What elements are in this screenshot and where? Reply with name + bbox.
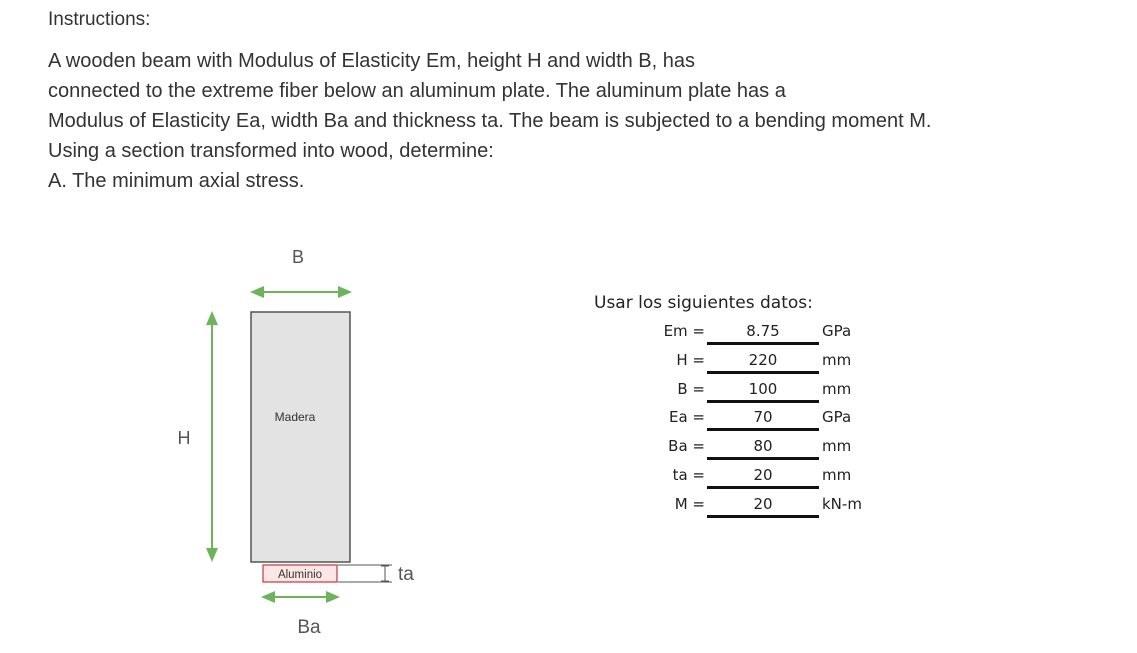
data-value: 100	[707, 380, 819, 403]
thickness-ta-marker	[338, 565, 392, 582]
data-unit: mm	[822, 437, 852, 455]
data-label: H =	[676, 351, 705, 369]
data-label: B =	[677, 380, 705, 398]
data-label: ta =	[672, 466, 705, 484]
data-unit: mm	[822, 466, 852, 484]
data-value: 20	[707, 466, 819, 489]
data-unit: GPa	[822, 322, 852, 340]
wood-label: Madera	[274, 410, 316, 424]
problem-line: Modulus of Elasticity Ea, width Ba and thickness ta. The beam is subjected to a bending moment M.	[48, 110, 932, 132]
wood-section	[251, 312, 350, 562]
data-table-title: Usar los siguientes datos:	[594, 293, 813, 313]
data-label: Ba =	[668, 437, 705, 455]
data-row-em	[600, 318, 900, 347]
dimension-label-ba: Ba	[297, 617, 321, 638]
data-label: Ea =	[668, 408, 705, 426]
data-row-m	[600, 491, 900, 520]
data-unit: kN-m	[822, 495, 862, 513]
dimension-label-b: B	[291, 247, 305, 267]
problem-line: connected to the extreme fiber below an aluminum plate. The aluminum plate has a	[48, 80, 786, 102]
width-b-arrow	[250, 286, 352, 298]
data-row-ta	[600, 462, 900, 491]
data-row-b	[600, 376, 900, 405]
problem-line: A wooden beam with Modulus of Elasticity Em, height H and width B, has	[48, 50, 696, 72]
problem-question-a: A. The minimum axial stress.	[48, 170, 305, 192]
data-row-ba	[600, 433, 900, 462]
data-value: 220	[707, 351, 819, 374]
data-value: 70	[707, 408, 819, 431]
problem-line: Using a section transformed into wood, determine:	[48, 140, 494, 162]
data-label: M =	[674, 495, 705, 513]
width-ba-arrow	[261, 591, 340, 603]
data-unit: GPa	[822, 408, 852, 426]
data-value: 80	[707, 437, 819, 460]
height-h-arrow	[206, 311, 218, 562]
data-value: 8.75	[707, 322, 819, 345]
data-row-ea	[600, 404, 900, 433]
data-label: Em =	[663, 322, 705, 340]
dimension-label-h: H	[177, 428, 191, 448]
aluminum-label: Aluminio	[277, 569, 323, 581]
instructions-heading: Instructions:	[48, 9, 151, 30]
data-unit: mm	[822, 380, 852, 398]
data-row-h	[600, 347, 900, 376]
data-value: 20	[707, 495, 819, 518]
data-unit: mm	[822, 351, 852, 369]
dimension-label-ta: ta	[398, 564, 414, 585]
